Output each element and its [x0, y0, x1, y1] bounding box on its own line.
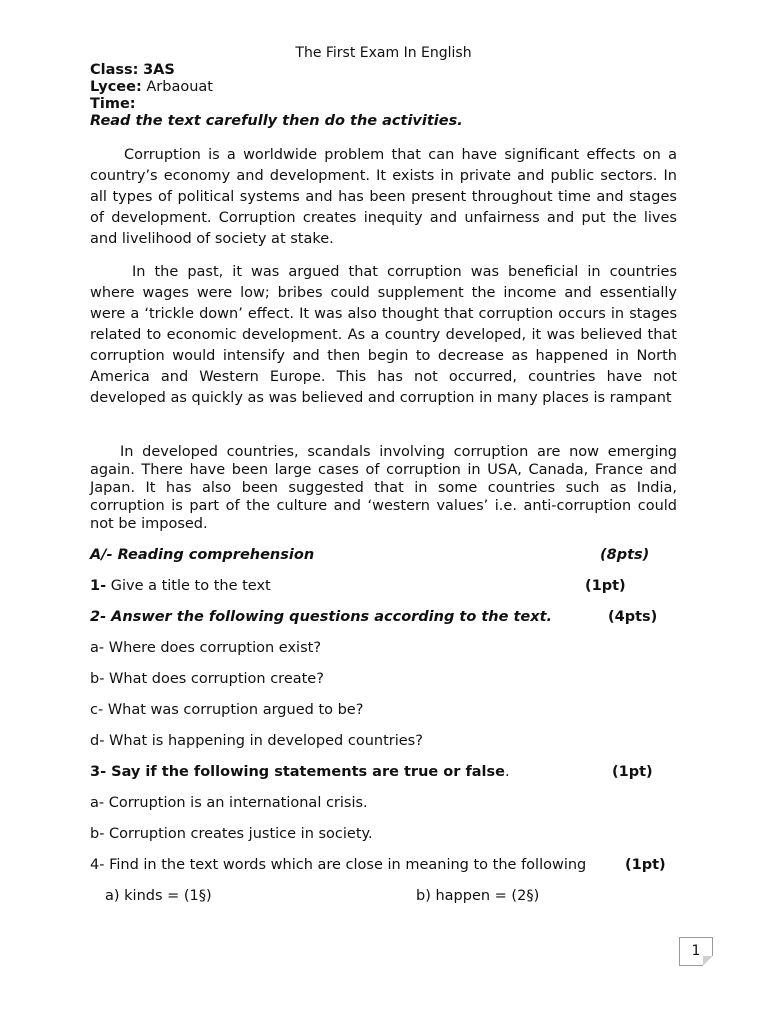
instruction: Read the text carefully then do the activities. — [90, 113, 463, 129]
text-paragraph-1 — [90, 145, 677, 250]
lycee-line — [90, 79, 213, 96]
exam-title: The First Exam In English — [295, 45, 472, 61]
question-2-text: 2- Answer the following questions according to the text. — [90, 609, 553, 625]
paragraph-2-text: In the past, it was argued that corruption was beneficial in countries where wages were low; bribes could supplement the income and essentially were a ‘trickle down’ effect. It was also thought that corruption occurs in stages related to economic development. As a country developed, it was believed that corruption would intensify and then begin to decrease as happened in North America and Western Europe. This has not occurred, countries have not developed as quickly as was believed and corruption in many places is rampant — [90, 264, 677, 406]
question-2-item: b- What does corruption create? — [90, 671, 324, 687]
time-label: Time: — [90, 96, 136, 112]
question-2-item: d- What is happening in developed countries? — [90, 733, 423, 749]
lycee-value: Arbaouat — [146, 79, 213, 95]
question-1 — [90, 575, 677, 597]
question-2-points: (4pts) — [608, 609, 658, 625]
question-3-item: b- Corruption creates justice in society. — [90, 826, 373, 842]
question-4-points: (1pt) — [625, 857, 666, 873]
text-paragraph-3 — [90, 443, 677, 533]
question-1-points: (1pt) — [585, 578, 626, 594]
question-3-text: 3- Say if the following statements are true or false — [90, 764, 505, 780]
question-4-item-b: b) happen = (2§) — [416, 888, 540, 904]
question-3-points: (1pt) — [612, 764, 653, 780]
section-a-title: A/- Reading comprehension — [90, 547, 315, 563]
class-line — [90, 62, 175, 79]
question-1-number: 1- — [90, 578, 107, 594]
time-line — [90, 96, 136, 113]
page-fold-icon — [703, 956, 713, 966]
question-4-text: 4- Find in the text words which are close in meaning to the following — [90, 857, 587, 873]
question-2 — [90, 606, 677, 628]
text-paragraph-2 — [90, 262, 677, 409]
question-4 — [90, 854, 677, 876]
lycee-label: Lycee: — [90, 79, 142, 95]
question-3 — [90, 761, 677, 783]
question-2-item: a- Where does corruption exist? — [90, 640, 322, 656]
question-4-answers — [90, 885, 677, 907]
paragraph-3-text: In developed countries, scandals involving corruption are now emerging again. There have been large cases of corruption in USA, Canada, France and Japan. It has also been suggested that in some countries such as India, corruption is part of the culture and ‘western values’ i.e. anti-corruption could not be imposed. — [90, 444, 677, 532]
class-value: 3AS — [143, 62, 175, 78]
page-number: 1 — [691, 943, 701, 959]
question-2-item: c- What was corruption argued to be? — [90, 702, 364, 718]
question-1-text: Give a title to the text — [110, 578, 271, 594]
section-a-points: (8pts) — [600, 547, 650, 563]
paragraph-1-text: Corruption is a worldwide problem that can have significant effects on a country’s economy and development. It exists in private and public sectors. In all types of political systems and has been present throughout time and stages of development. Corruption creates inequity and unfairness and put the lives and livelihood of society at stake. — [90, 147, 677, 247]
section-a-heading — [90, 544, 677, 566]
question-4-item-a: a) kinds = (1§) — [105, 888, 212, 904]
question-3-dot: . — [504, 764, 510, 780]
question-3-item: a- Corruption is an international crisis. — [90, 795, 368, 811]
page-number-box — [679, 937, 713, 966]
class-label: Class: — [90, 62, 139, 78]
